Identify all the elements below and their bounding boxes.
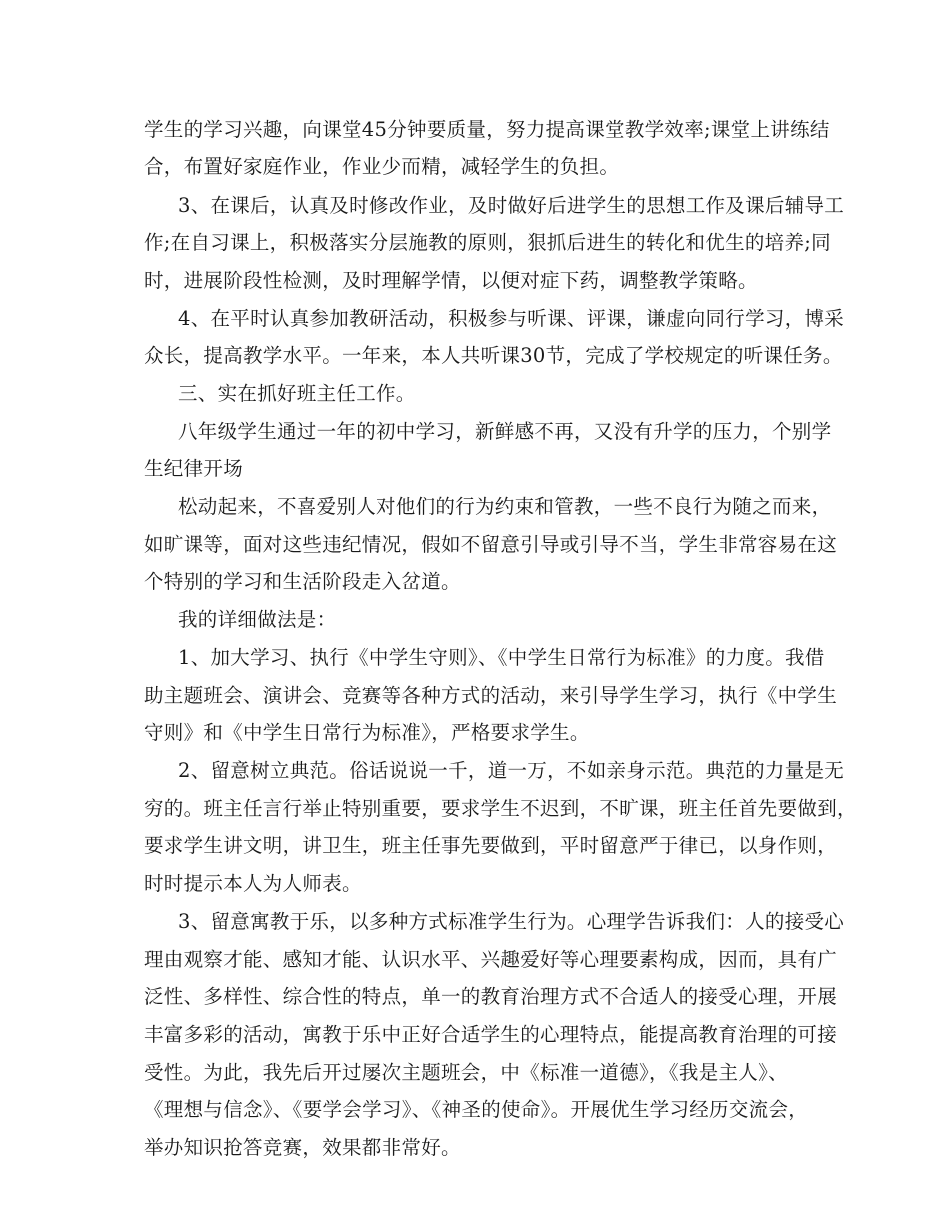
text-line: 我的详细做法是： [178, 608, 337, 631]
text-line: 时时提示本人为人师表。 [144, 872, 362, 895]
text-line: 守则》和《中学生日常行为标准》，严格要求学生。 [144, 721, 590, 744]
text-line: 生纪律开场 [144, 457, 244, 480]
text-line: 3、在课后，认真及时修改作业，及时做好后进学生的思想工作及课后辅导工 [178, 194, 845, 217]
text-line: 丰富多彩的活动，寓教于乐中正好合适学生的心理特点，能提高教育治理的可接 [144, 1023, 838, 1046]
section-heading: 三、实在抓好班主任工作。 [178, 382, 416, 405]
text-line: 八年级学生通过一年的初中学习，新鲜感不再，又没有升学的压力，个别学 [178, 420, 832, 443]
text-line: 如旷课等，面对这些违纪情况，假如不留意引导或引导不当，学生非常容易在这 [144, 533, 838, 556]
text-line: 1、加大学习、执行《中学生守则》、《中学生日常行为标准》的力度。我借 [178, 646, 825, 669]
text-line: 松动起来，不喜爱别人对他们的行为约束和管教，一些不良行为随之而来， [178, 495, 832, 518]
text-line: 学生的学习兴趣，向课堂45分钟要质量，努力提高课堂教学效率;课堂上讲练结 [144, 118, 830, 141]
text-line: 要求学生讲文明，讲卫生，班主任事先要做到，平时留意严于律已，以身作则， [144, 834, 838, 857]
text-line: 众长，提高教学水平。一年来，本人共听课30节，完成了学校规定的听课任务。 [144, 344, 843, 367]
text-line: 举办知识抢答竞赛，效果都非常好。 [144, 1136, 461, 1159]
text-line: 时，进展阶段性检测，及时理解学情，以便对症下药，调整教学策略。 [144, 269, 758, 292]
text-line: 4、在平时认真参加教研活动，积极参与听课、评课，谦虚向同行学习，博采 [178, 307, 845, 330]
text-line: 《理想与信念》、《要学会学习》、《神圣的使命》。开展优生学习经历交流会， [144, 1098, 809, 1121]
text-line: 理由观察才能、感知才能、认识水平、兴趣爱好等心理要素构成，因而，具有广 [144, 948, 838, 971]
text-line: 个特别的学习和生活阶段走入岔道。 [144, 570, 461, 593]
text-line: 3、留意寓教于乐，以多种方式标准学生行为。心理学告诉我们：人的接受心 [178, 910, 845, 933]
text-line: 作;在自习课上，积极落实分层施教的原则，狠抓后进生的转化和优生的培养;同 [144, 231, 831, 254]
text-line: 受性。为此，我先后开过屡次主题班会，中《标准一道德》，《我是主人》、 [144, 1061, 788, 1084]
text-line: 2、留意树立典范。俗话说说一千，道一万，不如亲身示范。典范的力量是无 [178, 759, 845, 782]
text-line: 穷的。班主任言行举止特别重要，要求学生不迟到，不旷课，班主任首先要做到， [144, 797, 857, 820]
text-line: 合，布置好家庭作业，作业少而精，减轻学生的负担。 [144, 155, 620, 178]
text-line: 泛性、多样性、综合性的特点，单一的教育治理方式不合适人的接受心理，开展 [144, 985, 838, 1008]
text-line: 助主题班会、演讲会、竞赛等各种方式的活动，来引导学生学习，执行《中学生 [144, 684, 838, 707]
